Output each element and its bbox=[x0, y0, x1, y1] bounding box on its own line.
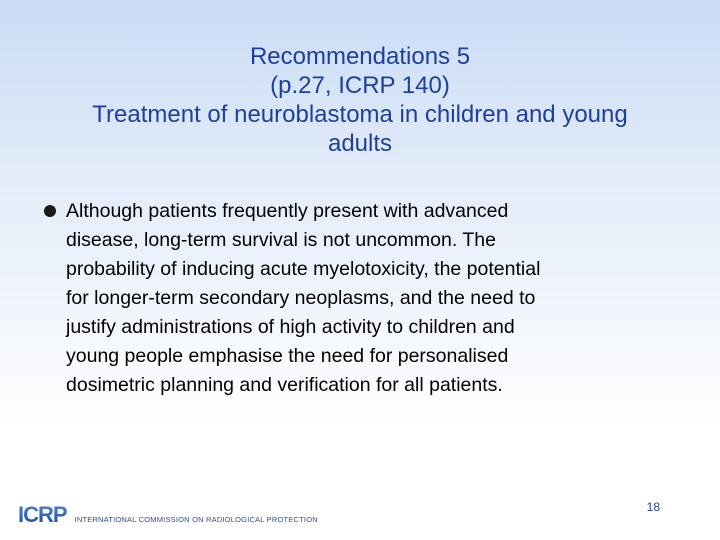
title-line: adults bbox=[327, 130, 393, 157]
bullet-dot-icon bbox=[44, 205, 56, 217]
title-line: Treatment of neuroblastoma in children and young bbox=[92, 101, 628, 128]
page-number: 18 bbox=[646, 500, 660, 514]
bullet-line: dosimetric planning and verification for all patients. bbox=[66, 374, 503, 396]
bullet-point bbox=[44, 197, 664, 400]
bullet-line: Although patients frequently present with advanced bbox=[66, 200, 509, 222]
logo-caption: INTERNATIONAL COMMISSION ON RADIOLOGICAL PROTECTION bbox=[74, 515, 318, 524]
icrp-logo bbox=[18, 502, 318, 527]
title-line: (p.27, ICRP 140) bbox=[270, 72, 450, 99]
bullet-text bbox=[66, 197, 664, 400]
title-line: Recommendations 5 bbox=[249, 43, 471, 70]
slide-title bbox=[20, 42, 700, 158]
bullet-line: young people emphasise the need for personalised bbox=[66, 345, 509, 367]
logo-mark: ICRP bbox=[18, 502, 67, 527]
bullet-line: probability of inducing acute myelotoxicity, the potential bbox=[66, 258, 541, 280]
bullet-line: justify administrations of high activity to children and bbox=[66, 316, 515, 338]
bullet-line: for longer-term secondary neoplasms, and the need to bbox=[66, 287, 536, 309]
bullet-line: disease, long-term survival is not uncommon. The bbox=[66, 229, 496, 251]
